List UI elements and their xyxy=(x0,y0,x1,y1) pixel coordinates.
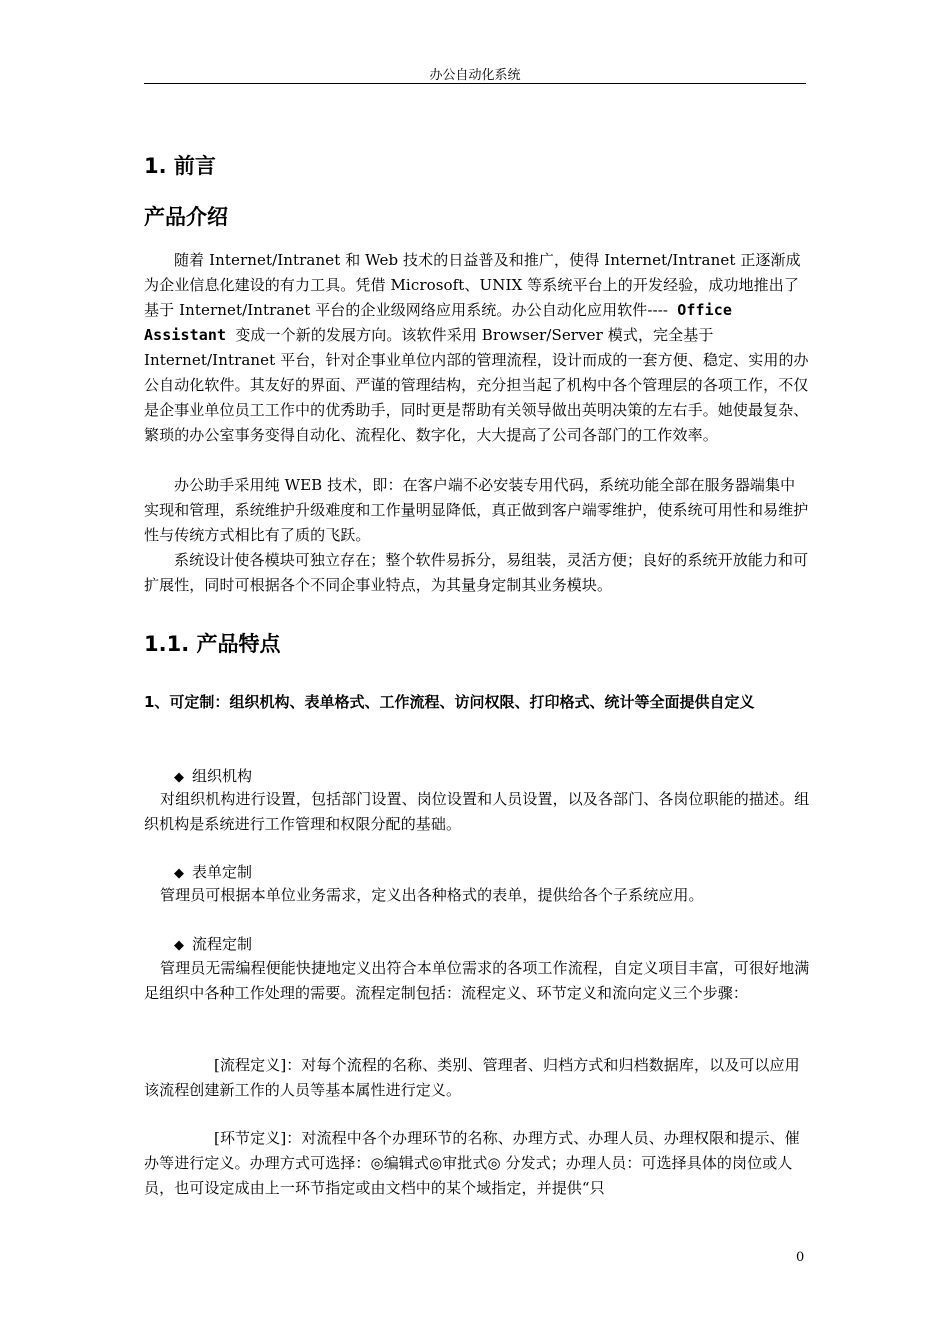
page-number: 0 xyxy=(796,1250,805,1265)
intro-paragraph-1-text-b: 变成一个新的发展方向。该软件采用 Browser/Server 模式，完全基于 Internet/Intranet 平台，针对企事业单位内部的管理流程，设计而成的一套方便、稳定、实用的办公自动化软件。其友好的界面、严谨的管理结构，充分担当起了机构中各个管理层的各项工作，不仅是企事业单位员工工作中的优秀助手，同时更是帮助有关领导做出英明决策的左右手。她使最复杂、繁琐的办公室事务变得自动化、流程化、数字化，大大提高了公司各部门的工作效率。 xyxy=(144,326,809,444)
bullet-flow xyxy=(174,933,252,954)
bullet-org-label: 组织机构 xyxy=(192,767,253,785)
intro-paragraph-1 xyxy=(144,248,810,448)
flow-definition-paragraph: [流程定义]：对每个流程的名称、类别、管理者、归档方式和归档数据库，以及可以应用该流程创建新工作的人员等基本属性进行定义。 xyxy=(144,1056,800,1099)
step-definition-paragraph: [环节定义]：对流程中各个办理环节的名称、办理方式、办理人员、办理权限和提示、催办等进行定义。办理方式可选择：◎编辑式◎审批式◎ 分发式；办理人员：可选择具体的岗位或人员，也可设定成由上一环节指定或由文档中的某个域指定，并提供“只 xyxy=(144,1129,800,1197)
bullet-form xyxy=(174,861,252,882)
org-paragraph: 对组织机构进行设置，包括部门设置、岗位设置和人员设置，以及各部门、各岗位职能的描述。组织机构是系统进行工作管理和权限分配的基础。 xyxy=(144,790,810,833)
diamond-bullet-icon: ◆ xyxy=(174,770,184,785)
section-heading-intro: 产品介绍 xyxy=(144,205,228,229)
bullet-org xyxy=(174,765,252,786)
diamond-bullet-icon: ◆ xyxy=(174,866,184,881)
intro-paragraph-1-text-a: 随着 Internet/Intranet 和 Web 技术的日益普及和推广，使得 Internet/Intranet 正逐渐成为企业信息化建设的有力工具。凭借 Microsoft、UNIX 等系统平台上的开发经验，成功地推出了基于 Internet/Intranet 平台的企业级网络应用系统。办公自动化应用软件---- xyxy=(144,251,801,319)
bullet-flow-label: 流程定制 xyxy=(192,935,253,953)
page-header-title: 办公自动化系统 xyxy=(429,68,521,83)
bullet-form-label: 表单定制 xyxy=(192,863,253,881)
feature-item-1-title: 1、可定制：组织机构、表单格式、工作流程、访问权限、打印格式、统计等全面提供自定义 xyxy=(144,693,755,711)
section-heading-features: 1.1. 产品特点 xyxy=(144,632,281,656)
intro-paragraph-2: 办公助手采用纯 WEB 技术，即：在客户端不必安装专用代码，系统功能全部在服务器端集中实现和管理，系统维护升级难度和工作量明显降低，真正做到客户端零维护，使系统可用性和易维护性与传统方式相比有了质的飞跃。 xyxy=(144,476,809,544)
intro-paragraph-3: 系统设计使各模块可独立存在；整个软件易拆分，易组装，灵活方便；良好的系统开放能力和可扩展性，同时可根据各个不同企事业特点，为其量身定制其业务模块。 xyxy=(144,551,809,594)
diamond-bullet-icon: ◆ xyxy=(174,938,184,953)
section-heading-preface: 1. 前言 xyxy=(144,154,216,178)
flow-paragraph: 管理员无需编程便能快捷地定义出符合本单位需求的各项工作流程，自定义项目丰富，可很好地满足组织中各种工作处理的需要。流程定制包括：流程定义、环节定义和流向定义三个步骤： xyxy=(144,959,810,1002)
header-divider xyxy=(144,83,806,84)
form-paragraph: 管理员可根据本单位业务需求，定义出各种格式的表单，提供给各个子系统应用。 xyxy=(160,886,704,904)
product-name: Office Assistant xyxy=(144,301,733,344)
